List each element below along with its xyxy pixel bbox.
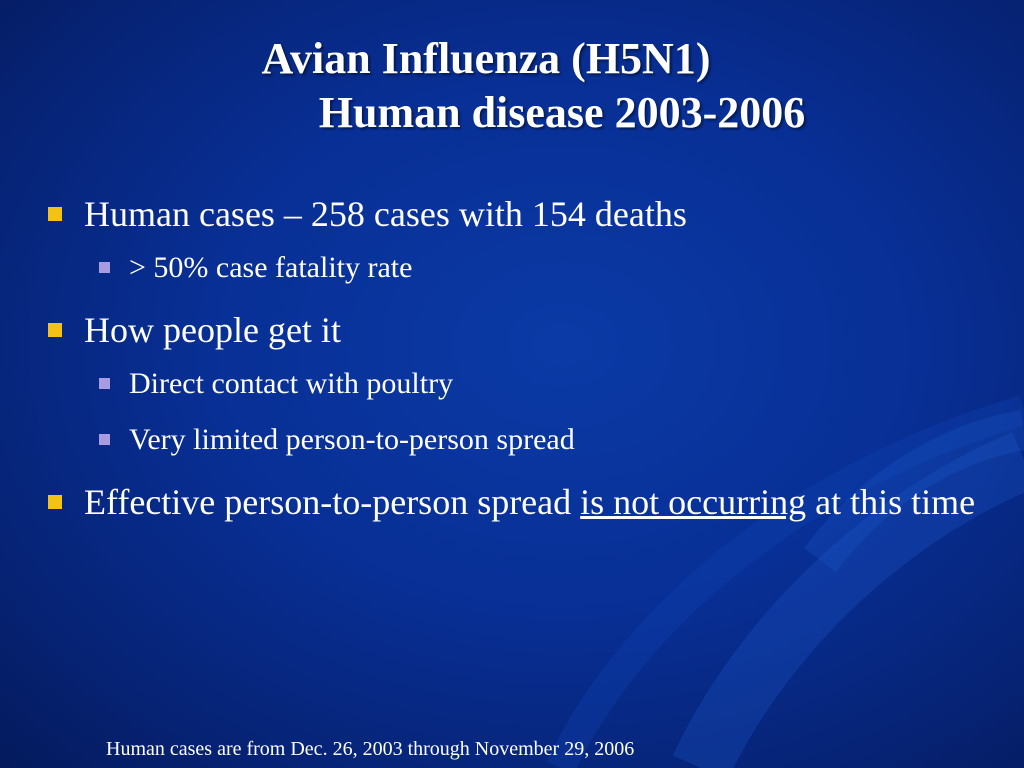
bullet-text: How people get it bbox=[84, 310, 341, 350]
bullet-item-how-people-get-it bbox=[42, 304, 1002, 356]
slide-title bbox=[0, 32, 1024, 140]
sub-bullet-text: > 50% case fatality rate bbox=[129, 251, 413, 284]
square-bullet-icon bbox=[99, 434, 110, 445]
title-line-2: Human disease 2003-2006 bbox=[318, 88, 806, 137]
bullet-list bbox=[42, 188, 1002, 528]
sub-bullet-text: Direct contact with poultry bbox=[129, 367, 454, 400]
sub-bullet-direct-contact bbox=[42, 362, 1002, 406]
square-bullet-icon bbox=[48, 323, 62, 337]
bullet-text-underlined: is not occurring bbox=[580, 482, 807, 522]
sub-bullet-text: Very limited person-to-person spread bbox=[129, 423, 575, 456]
sub-bullet-limited-spread bbox=[42, 418, 1002, 462]
square-bullet-icon bbox=[99, 262, 110, 273]
sub-bullet-fatality-rate bbox=[42, 246, 1002, 290]
bullet-text-before: Effective person-to-person spread bbox=[84, 482, 581, 522]
square-bullet-icon bbox=[48, 207, 62, 221]
bullet-item-effective-spread bbox=[42, 476, 1002, 528]
square-bullet-icon bbox=[99, 378, 110, 389]
bullet-item-human-cases bbox=[42, 188, 1002, 240]
square-bullet-icon bbox=[48, 495, 62, 509]
bullet-text: Human cases – 258 cases with 154 deaths bbox=[84, 194, 687, 234]
bullet-text-after: at this time bbox=[806, 482, 976, 522]
footnote: Human cases are from Dec. 26, 2003 through November 29, 2006 bbox=[106, 738, 635, 760]
title-line-1: Avian Influenza (H5N1) bbox=[261, 34, 711, 83]
